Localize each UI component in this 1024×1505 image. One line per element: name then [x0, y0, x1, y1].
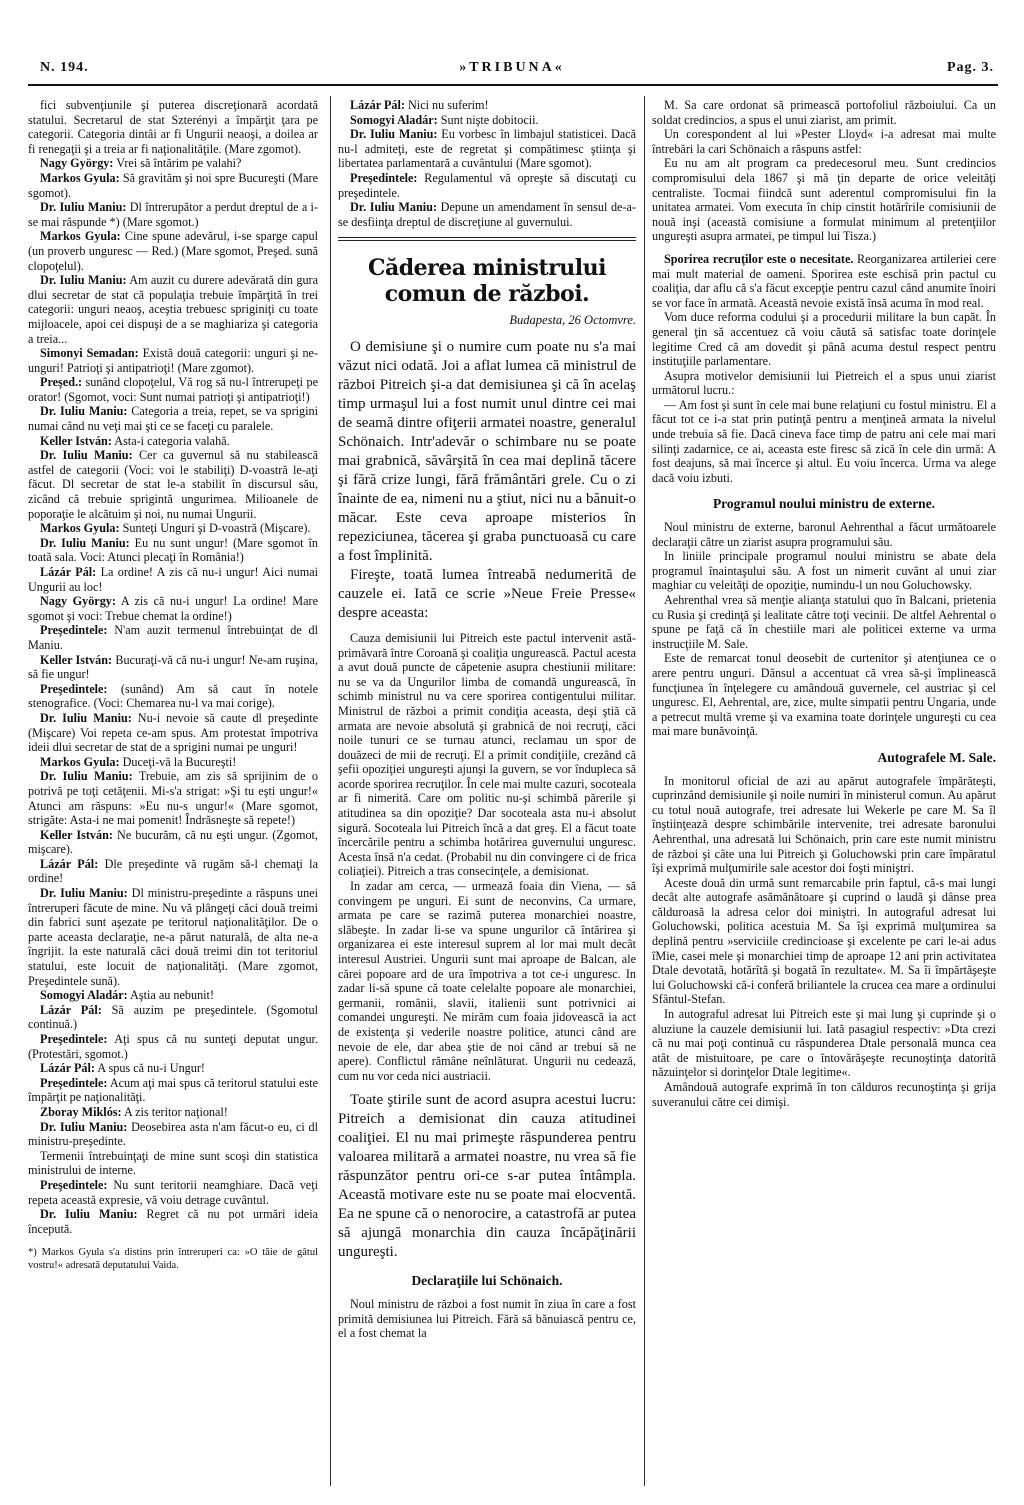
speaker-name: Dr. Iuliu Maniu: — [40, 886, 128, 901]
speaker-name: Zboray Miklós: — [40, 1104, 122, 1119]
article-paragraph: In liniile principale programul noului ministru se abate dela programul înaintaşului său. A fost un nimerit cuvânt al unui ziar maghiar cu veleităţi de opoziţie, numindu-l un nou Goluchowsky. — [652, 549, 996, 593]
column-1 — [28, 98, 318, 1283]
debate-line — [28, 200, 318, 229]
speaker-name: Dr. Iuliu Maniu: — [350, 127, 438, 142]
article-paragraph: Cauza demisiunii lui Pitreich este pactul intervenit astă-primăvară între Coroană şi coaliţia ungurească. Pactul acesta a avut două puncte de căpetenie asupra chestiunii militare: nu se va da Ungurilor limba de comandă ungurească, în schimb ministrul nu va cere sporirea contigentului militar. Ministrul de război a primit condiţia aceasta, deşi ştiă că armata are nevoie absolută şi grabnică de noi recruţi, căci noile tunuri ce se turnau atunci, reclamau un spor de douăzeci de mii de recruţi. El a primit condiţiile, crezând că şefii opoziţiei ungureşti ajunşi la guvern, se vor îndupleca să acorde sporirea recruţilor. În cele mai multe cazuri, socoteala ar fi nimerită. Care om politic nu-şi schimbă părerile şi atitudinea sa din opoziţie? Dar socoteala asta nu-i absolut sigură. Socoteala lui Pitreich încă a dat greş. El a făcut toate încercările pentru a schimba hotărirea guvernului unguresc. Acesta însă n'a cedat. (Probabil nu din convingere ci de frica coliaţiei). Pitreich a tras consecinţele, a demisionat. — [338, 630, 636, 879]
speech-text: Dl întrerupător a perdut dreptul de a i-se mai răspunde *) (Mare sgomot.) — [28, 200, 318, 229]
speaker-name: Nagy György: — [40, 156, 114, 171]
speech-text: (sunând) Am să caut în notele stenografice. (Voci: Chemarea nu-l va mai corige). — [28, 681, 318, 711]
debate-line — [28, 682, 318, 711]
debate-line — [28, 1061, 318, 1076]
debate-line — [28, 156, 318, 171]
speech-text: Depune un amendament în sensul de-a-se desfiinţa dreptul de discreţiune al guvernului. — [338, 200, 636, 229]
speech-text: Să gravităm şi noi spre Bucureşti (Mare sgomot). — [28, 170, 318, 200]
debate-line — [28, 273, 318, 346]
article-paragraph — [652, 252, 996, 310]
article-paragraph: In zadar am cerca, — urmează foaia din Viena, — să convingem pe unguri. Ei sunt de neconvins, Ca urmare, armata pe care se razimă puterea monarchiei noastre, slăbeşte. In zadar li-se va spune ungurilor că întărirea şi organizarea ei este interesul suprem al lor mai mult decât interesul Austriei. Ungurii sunt mai aproape de Balcan, ale cărei popoare ard de ura împotriva a tot ce-i unguresc. In zadar li-să spune că toate celelalte popoare ale monarchiei, germanii, românii, slavii, italienii sunt potrivnici ai comandei ungureşti. Ne mirăm cum foaia jidovească ia act de existenţa şi vederile noastre politice, atunci când are nevoie de ele, dar abea ştie de noi când ar trebui să ne apere). Conflictul rămâne neînlăturat. Ungurii nu cedează, cum nu vor ceda nici austriacii. — [338, 879, 636, 1083]
footnote: *) Markos Gyula s'a distins prin întreruperi ca: »O tăie de gâtul vostru!« adresată deputatului Vaida. — [28, 1247, 318, 1272]
debate-line — [28, 346, 318, 375]
speech-text: N'am auzit termenul întrebuinţat de dl Maniu. — [28, 623, 318, 652]
speech-text: Sunteţi Unguri şi D-voastră (Mişcare). — [119, 521, 311, 536]
speaker-name: Preşedintele: — [40, 623, 108, 638]
article-lead-2: Fireşte, toată lumea întreabă nedumerită de cauzele ei. Iată ce scrie »Neue Freie Presse« despre aceasta: — [338, 566, 636, 621]
schonaich-statement — [652, 98, 996, 244]
debate-line — [28, 1149, 318, 1178]
speech-text: Regret că nu pot urmări ideia începută. — [28, 1207, 318, 1236]
column-divider — [330, 96, 331, 1486]
debate-line — [28, 98, 318, 156]
article-summary: Toate ştirile sunt de acord asupra acestui lucru: Pitreich a demisionat din cauza atitudinei coaliţiei. El nu mai primeşte răspunderea pentru valoarea militară a armatei noastre, nu vrea să fie răspunzător pentru ori-ce s-ar putea întâmpla. Această motivare este nu se poate mai elocventă. Ea ne spune că o nenorocire, a catastrofă ar putea să ajungă monarchia din cauza încăpăţinării ungureşti. — [338, 1092, 636, 1261]
speech-text: A zis că nu-i ungur! La ordine! Mare sgomot şi voci: Trebue chemat la ordine!) — [28, 594, 318, 623]
speech-text: Aţi spus că nu sunteţi deputat ungur. (Protestări, sgomot.) — [28, 1032, 318, 1061]
issue-number: N. 194. — [40, 60, 89, 75]
debate-line — [28, 1178, 318, 1207]
article-body — [652, 310, 996, 485]
speech-text: Asta-i categoria valahă. — [111, 433, 230, 448]
column-2 — [338, 98, 636, 1341]
debate-line — [28, 623, 318, 652]
debate-line — [28, 1207, 318, 1236]
debate-line — [338, 113, 636, 128]
speech-text: Să auzim pe preşedintele. (Sgomotul continuă.) — [28, 1002, 319, 1032]
article-paragraph: Vom duce reforma codului şi a procedurii militare la bun capăt. În general ţin să accentuez că voiu căută să satisfac toate dorinţele legitime Cred că am dovedit şi până acuma destul respect pentru instituţiile parlamentare. — [652, 310, 996, 369]
speech-text: Termenii întrebuinţaţi de mine sunt scoşi din statistica ministrului de interne. — [28, 1148, 318, 1178]
speaker-name: Dr. Iuliu Maniu: — [40, 200, 127, 215]
section-heading: Programul noului ministru de externe. — [712, 496, 936, 512]
speaker-name: Markos Gyula: — [40, 170, 120, 185]
debate-line — [28, 857, 318, 886]
speaker-name: Nagy György: — [40, 594, 116, 609]
speech-text: A zis teritor naţional! — [121, 1104, 228, 1119]
speaker-name: Keller István: — [40, 827, 113, 842]
speaker-name: Markos Gyula: — [40, 229, 121, 244]
speaker-name: Keller István: — [40, 433, 112, 448]
speech-text: Regulamentul vă opreşte să discutaţi cu preşedintele. — [338, 170, 636, 200]
debate-line — [28, 711, 318, 755]
speech-text: Categoria a treia, repet, se va sprigini numai când nu veţi mai şti ce se faceţi cu paralele. — [28, 404, 318, 434]
speaker-name: Dr. Iuliu Maniu: — [40, 1119, 128, 1134]
speaker-name: Preşedintele: — [350, 170, 418, 185]
speaker-name: Somogyi Aladár: — [40, 988, 128, 1003]
speech-text: Aştia au nebunit! — [127, 988, 214, 1003]
speaker-name: Markos Gyula: — [40, 754, 120, 769]
speech-text: Duceţi-vă la Bucureşti! — [119, 754, 237, 769]
debate-line — [28, 828, 318, 857]
article-body — [652, 774, 996, 1110]
speaker-name: Simonyi Semadan: — [40, 346, 139, 361]
debate-line — [28, 1032, 318, 1061]
column-3 — [652, 98, 996, 1109]
debate-line — [338, 98, 636, 113]
article-paragraph: In autograful adresat lui Pitreich este şi mai lung şi cuprinde şi o aluziune la cauzele demisiunii lui. Iată pasagiul respectiv: »Dta crezi că nu mai poţi continuă cu răspunderea Dtale personală munca cea atât de mistuitoare, pe care o întovărăşeşte recunoştinţa datorită năzuinţelor si dorinţelor Dtale legitime«. — [652, 1007, 996, 1080]
debate-line — [28, 594, 318, 623]
article-paragraph: M. Sa care ordonat să primească portofoliul războiului. Ca un soldat credincios, a spus el unui ziarist, am primit. — [652, 98, 996, 127]
article-paragraph: — Am fost şi sunt în cele mai bune relaţiuni cu fostul ministru. El a făcut tot ce i-a stat prin putinţă pentru a menţineă armata la nivelul unde trebuia să fie. Dacă cineva face timp de patru ani cele mai mari silinţi zadarnice, ce ai, aceasta este firesc să zică în cele din urmă: A fost deajuns, să mai încerce şi altul. Eu voiu încerca. Urma va alege dacă voiu izbuti. — [652, 397, 996, 485]
speaker-name: Preşedintele: — [40, 1075, 108, 1090]
article-paragraph: Un corespondent al lui »Pester Lloyd« i-a adresat mai multe întrebări la cari Schönaich a răspuns astfel: — [652, 127, 996, 156]
debate-line — [28, 521, 318, 536]
speaker-name: Preşed.: — [40, 375, 83, 390]
debate-line — [28, 755, 318, 770]
speaker-name: Dr. Iuliu Maniu: — [40, 273, 127, 288]
article-paragraph: Amândouă autografe exprimă în ton călduros recunoştinţa şi grija suveranului către cei dimişi. — [652, 1080, 996, 1109]
speech-text: sunând clopoţelul, Vă rog să nu-l întrerupeţi pe orator! (Sgomot, voci: Sunt numai patrioţi şi antipatrioţi!) — [28, 375, 318, 404]
speaker-name: Dr. Iuliu Maniu: — [40, 769, 133, 784]
speaker-name: Dr. Iuliu Maniu: — [40, 448, 133, 463]
article-headline: Căderea ministrului comun de război. — [368, 255, 606, 308]
speech-text: Acum aţi mai spus că teritorul statului este împărţit pe naţionalităţi. — [28, 1075, 318, 1105]
column-divider — [644, 96, 645, 1486]
inline-heading: Sporirea recruţilor este o necesitate. — [664, 251, 854, 266]
speaker-name: Markos Gyula: — [40, 521, 120, 536]
debate-line — [338, 171, 636, 200]
article-body — [338, 631, 636, 1083]
article-paragraph: Este de remarcat tonul deosebit de curtenitor şi atenţiunea ce o arere pentru unguri. Dânsul a accentuat că vrea să-şi împlinească funcţiunea în înţelegere cu amândouă guvernele, cel austriac şi cel unguresc. El, Aehrental, are, zice, multe simpatii pentru Ungaria, unde a petrecut multă vreme şi va examina toate dorinţele ungureşti cu cea mai mare bunăvoinţă. — [652, 651, 996, 739]
speech-text: La ordine! A zis că nu-i ungur! Aici numai Ungurii au loc! — [28, 565, 318, 594]
debate-line — [28, 1076, 318, 1105]
article-paragraph: Asupra motivelor demisiunii lui Pietreich el a spus unui ziarist următorul lucru.: — [652, 368, 996, 398]
debate-line — [28, 1105, 318, 1120]
speaker-name: Dr. Iuliu Maniu: — [350, 200, 438, 215]
page-number: Pag. 3. — [946, 60, 994, 75]
speech-text: Dl ministru-preşedinte a răspuns unei întreruperi făcute de mine. Nu vă plângeţi căci două treimi din fabrici sunt aşezate pe teritorul naţionalităţilor. De o parte aceasta declaraţie, ne-a părut naturală, de alta ne-a îngrijit. la este naturală căci două treimi din tot teritoriul statului, este locuit de naţionalităţi. (Mare zgomot, Preşedintele sună). — [28, 886, 318, 988]
speaker-name: Dr. Iuliu Maniu: — [40, 1207, 138, 1222]
debate-line — [28, 171, 318, 200]
speech-text: Am auzit cu durere adevărată din gura dlui secretar de stat că populaţia trebuie împărţită în trei categorii: unguri neaoş, aceştia trebuesc spriginiţi cu toate mijloacele, apoi cei dispuşi de a se maghiariza şi categoria a treia... — [28, 273, 319, 346]
speech-text: fici subvenţiunile şi puterea discreţionară acordată statului. Secretarul de stat Szterényi a împărţit ţara pe categorii. Categoria dintâi ar fi Ungurii neaoşi, a doilea ar fi renegaţii şi a treia ar fi naţionalităţile. (Mare zgomot). — [28, 98, 318, 156]
debate-line — [338, 127, 636, 171]
speech-text: Nu-i nevoie să caute dl preşedinte (Mişcare) Voi repeta ce-am spus. Am protestat împotriva ideii dlui secretar de stat de a sprigini numai pe unguri! — [28, 710, 318, 755]
speech-text: Eu nu sunt ungur! (Mare sgomot în toată sala. Voci: Atunci plecaţi în România!) — [28, 535, 318, 565]
speaker-name: Preşedintele: — [40, 681, 108, 696]
debate-line — [28, 769, 318, 827]
article-body — [652, 520, 996, 739]
parliament-debate — [28, 98, 318, 1236]
speech-text: Nici nu suferim! — [404, 98, 489, 112]
debate-line — [28, 536, 318, 565]
speaker-name: Somogyi Aladár: — [350, 112, 438, 127]
speech-text: Eu vorbesc în limbajul statisticei. Dacă nu-l admiteţi, este de regretat şi compătimesc ştiinţa şi libertatea parlamentară a cuvântului (Mare sgomot). — [338, 127, 636, 171]
article-paragraph: Noul ministru de externe, baronul Aehrenthal a făcut următoarele declaraţii către un ziarist asupra programului său. — [652, 520, 996, 549]
debate-line — [28, 448, 318, 521]
article-paragraph: Aehrenthal vrea să menţie alianţa statului quo în Balcani, prietenia cu Rusia şi credinţă şi lealitate către toţi vecinii. De altfel Aehrental o spune pe faţă că în chestiile mari ale politicei externe va urma instrucţiile M. Sale. — [652, 593, 996, 651]
speaker-name: Dr. Iuliu Maniu: — [40, 404, 128, 419]
page-header — [0, 60, 1024, 84]
debate-line — [28, 988, 318, 1003]
article-paragraph: Aceste două din urmă sunt remarcabile prin faptul, că-s mai lungi decât alte autografe asămănătoare şi cuprind o laudă şi dânse prea călduroasă la adresa celor doi miniştri. In autograful adresat lui Goluchowski, politica acestuia M. Sa îşi exprimă mulţumirea sa deplină pentru »serviciile credincioase şi excelente pe cari le-ai adus îMie, casei mele şi monarchiei timp de aproape 12 ani prin activitatea Dtale devotată, hotărîtă şi bogată în rezultate«. M. Sa îi împărtăşeşte lui Goluchowski că-i conferă briliantele la crucea cea mare a ordinului Sfântul-Stefan. — [652, 875, 996, 1007]
speaker-name: Lázár Pál: — [40, 1002, 102, 1017]
debate-line — [28, 653, 318, 682]
speaker-name: Lázár Pál: — [350, 98, 405, 112]
speech-text: A spus că nu-i Ungur! — [94, 1061, 205, 1076]
debate-line — [28, 1120, 318, 1149]
debate-line — [28, 404, 318, 433]
speech-text: Trebuie, am zis să sprijinim de o potrivă pe toţi cetăţenii. Mi-s'a strigat: »Şi tu eşti ungur!« Atunci am răspuns: »Eu nu-s ungur!« (Mare sgomot, strigăte: Asta-i ne mai pomenit! Îndrăsneşte să repete!) — [28, 769, 319, 828]
article-paragraph: In monitorul oficial de azi au apărut autografele împărăteşti, cuprinzând demisiunile şi noile numiri în ministerul comun. Au apărut cu totul nouă autografe, trei adresate lui Wekerle pe care M. Sa îl înştiinţează despre schimbările intervenite, trei adresate baronului Aehrenthal, una adresată lui Schönaich, prin care este numit ministru de război şi câte una lui Pitreich şi Goluchowski prin care împăratul îşi exprimă mulţumirile sale acestor doi foşti miniştri. — [652, 773, 996, 876]
article-paragraph: Noul ministru de război a fost numit în ziua în care a fost primită demisiunea lui Pitreich. Fără să bănuiască pentru ce, el a fost chemat la — [338, 1296, 636, 1341]
debate-line — [28, 229, 318, 273]
debate-line — [28, 434, 318, 449]
header-rule — [28, 84, 998, 86]
speech-text: Există două categorii: unguri şi ne-unguri! Patrioţi şi antipatrioţi! (Mare zgomot). — [28, 346, 319, 375]
speaker-name: Lázár Pál: — [40, 856, 99, 871]
speech-text: Bucuraţi-vă că nu-i ungur! Ne-am ruşina, să fie ungur! — [28, 652, 318, 682]
speaker-name: Lázár Pál: — [40, 565, 97, 579]
speech-text: Sunt nişte dobitocii. — [437, 112, 539, 127]
debate-line — [28, 565, 318, 594]
debate-line — [28, 1003, 318, 1032]
speaker-name: Preşedintele: — [40, 1032, 108, 1046]
speech-text: Dle preşedinte vă rugăm să-l chemaţi la ordine! — [28, 856, 318, 886]
section-heading: Autografele M. Sale. — [877, 749, 996, 765]
speaker-name: Keller István: — [40, 652, 113, 667]
speaker-name: Preşedintele: — [40, 1177, 108, 1192]
newspaper-title: »TRIBUNA« — [459, 60, 565, 75]
section-heading: Declaraţiile lui Schönaich. — [411, 1273, 563, 1289]
speech-text: Cine spune adevărul, i-se sparge capul (un proverb unguresc — Red.) (Mare sgomot, Preşed. sună clopoţelul). — [28, 229, 318, 273]
speech-text: Nu sunt teritorii neamghiare. Dacă veţi repeta această expresie, vă voiu detrage cuvântul. — [28, 1177, 318, 1207]
speech-text: Cer ca guvernul să nu stabilească astfel de categorii (Voci: voi le stabiliţi) D-voastră le-aţi făcut. Dl secretar de stat le-a stabilit în discursul său, zicând că trebuie sprigintă ungurimea. Milioanele de poporaţie le alcătuim şi noi, nu numai Ungurii. — [28, 448, 318, 521]
debate-line — [28, 375, 318, 404]
speech-text: Ne bucurăm, că nu eşti ungur. (Zgomot, mişcare). — [28, 827, 318, 857]
debate-line — [28, 886, 318, 988]
article-lead: O demisiune şi o numire cum poate nu s'a mai văzut nici odată. Joi a aflat lumea că ministrul de război Pitreich şi-a dat demisiunea şi că în acelaş timp urmaşul lui a fost numit unul dintre cei mai de seamă dintre ofiţerii armatei noastre, generalul Schönaich. Intr'adevăr o schimbare nu se poate mai grabnică, săvârşită în cea mai deplină tăcere şi fără crize lungi, fără frământări grele. Cu o zi înainte de ea, nimeni nu a ştiut, nici nu a bănuit-o măcar. Este ceva aproape misterios în repeziciunea, tăcerea şi graba punctuoasă cu care a fost împlinită. — [338, 338, 636, 564]
parliament-debate-end — [338, 98, 636, 229]
speech-text: Deosebirea asta n'am făcut-o eu, ci dl ministru-preşedinte. — [28, 1119, 318, 1149]
speech-text: Vrei să întărim pe valahi? — [113, 156, 242, 171]
speaker-name: Dr. Iuliu Maniu: — [40, 710, 132, 725]
paragraph-text: Reorganizarea artileriei cere mai mult material de oameni. Sporirea este eschisă prin pactul cu coaliţia, dar aflu că s'a făcut excepţie pentru cazul când anumite înoiri se vor face în armată. Această nevoie există însă acuma în mod real. — [652, 251, 996, 310]
article-paragraph: Eu nu am alt program ca predecesorul meu. Sunt credincios compromisului dela 1867 şi mă ţin departe de orice veleităţi centraliste. Tocmai fiindcă sunt aderentul compromisului fin la unitatea armatei. Vom executa în chip cinstit hotărîrile comisiunii de nouă inşi (această comisiune a formulat minimum al pretenţiilor ungureşti asupra armatei, pe timpul lui Tisza.) — [652, 156, 996, 244]
debate-line — [338, 200, 636, 229]
section-divider — [338, 237, 636, 241]
speaker-name: Lázár Pál: — [40, 1061, 95, 1076]
speaker-name: Dr. Iuliu Maniu: — [40, 535, 130, 550]
article-dateline: Budapesta, 26 Octomvre. — [509, 313, 636, 328]
